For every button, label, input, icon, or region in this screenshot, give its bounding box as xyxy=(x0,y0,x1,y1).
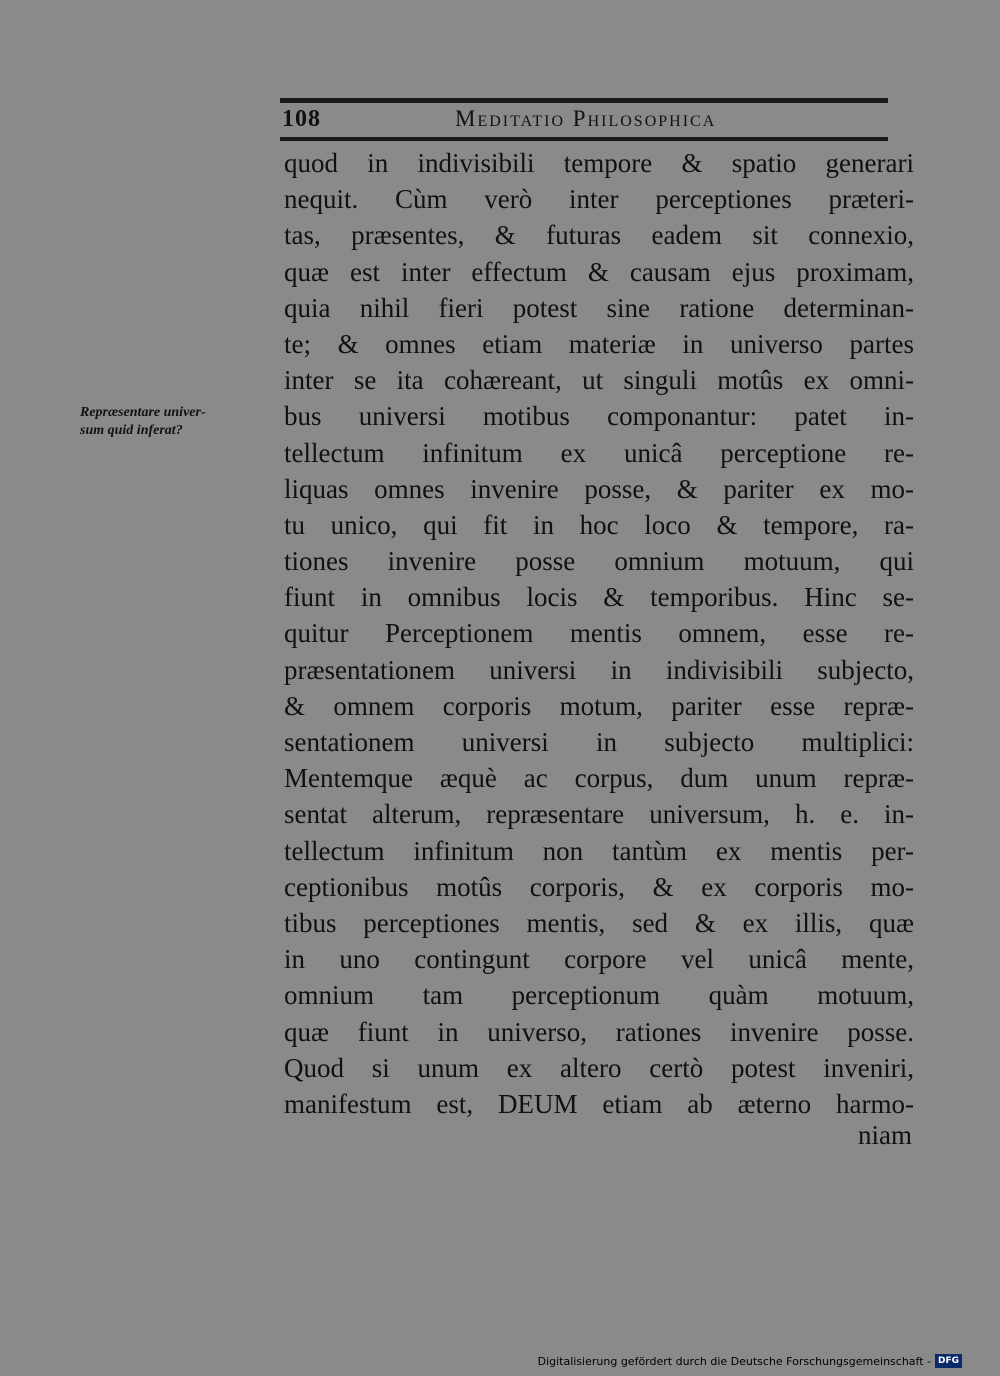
catchword: niam xyxy=(858,1120,912,1150)
dfg-logo-icon: DFG xyxy=(935,1354,962,1368)
text-line: manifestum est, DEUM etiam ab æterno harmo- xyxy=(284,1088,914,1119)
running-head: Meditatio Philosophica xyxy=(455,106,717,131)
text-line: quæ fiunt in universo, rationes invenire posse. xyxy=(284,1016,914,1047)
text-line: tas, præsentes, & futuras eadem sit connexio, xyxy=(284,220,914,251)
marginal-note xyxy=(80,404,280,440)
marginal-note-line: sum quid inferat? xyxy=(80,423,183,438)
text-line: quæ est inter effectum & causam ejus proximam, xyxy=(284,256,914,287)
digitization-footer xyxy=(538,1350,962,1372)
text-line: tiones invenire posse omnium motuum, qui xyxy=(284,546,914,577)
text-line: quia nihil fieri potest sine ratione determinan- xyxy=(284,292,914,323)
text-line: tu unico, qui fit in hoc loco & tempore, ra- xyxy=(284,509,914,540)
text-line: inter se ita cohæreant, ut singuli motûs ex omni- xyxy=(284,365,914,396)
text-line: præsentationem universi in indivisibili subjecto, xyxy=(284,654,914,685)
header-rule-bottom xyxy=(280,137,888,141)
text-line: Quod si unum ex altero certò potest inveniri, xyxy=(284,1052,914,1083)
text-line: quod in indivisibili tempore & spatio generari xyxy=(284,148,914,178)
text-line: ceptionibus motûs corporis, & ex corporis mo- xyxy=(284,871,914,902)
text-line: sentat alterum, repræsentare universum, h. e. in- xyxy=(284,799,914,830)
text-line: te; & omnes etiam materiæ in universo partes xyxy=(284,328,914,359)
body-text xyxy=(284,145,914,1122)
text-line: Mentemque æquè ac corpus, dum unum repræ- xyxy=(284,763,914,794)
marginal-note-line: Repræsentare univer- xyxy=(80,405,206,420)
page-number: 108 xyxy=(282,106,321,132)
text-line: quitur Perceptionem mentis omnem, esse re- xyxy=(284,618,914,649)
footer-credit: Digitalisierung gefördert durch die Deutsche Forschungsgemeinschaft - xyxy=(537,1354,931,1368)
text-line: liquas omnes invenire posse, & pariter ex mo- xyxy=(284,473,914,504)
text-line: sentationem universi in subjecto multiplici: xyxy=(284,727,914,757)
text-line: tibus perceptiones mentis, sed & ex illis, quæ xyxy=(284,907,914,938)
text-line: nequit. Cùm verò inter perceptiones præteri- xyxy=(284,184,914,215)
text-line: fiunt in omnibus locis & temporibus. Hinc se- xyxy=(284,582,914,613)
text-line: tellectum infinitum non tantùm ex mentis per- xyxy=(284,835,914,866)
text-line: tellectum infinitum ex unicâ perceptione re- xyxy=(284,437,914,468)
header-rule-top xyxy=(280,98,888,103)
text-line: omnium tam perceptionum quàm motuum, xyxy=(284,980,914,1011)
text-line: & omnem corporis motum, pariter esse repræ- xyxy=(284,690,914,721)
text-line: bus universi motibus componantur: patet in- xyxy=(284,401,914,432)
text-line: in uno contingunt corpore vel unicâ mente, xyxy=(284,944,914,975)
